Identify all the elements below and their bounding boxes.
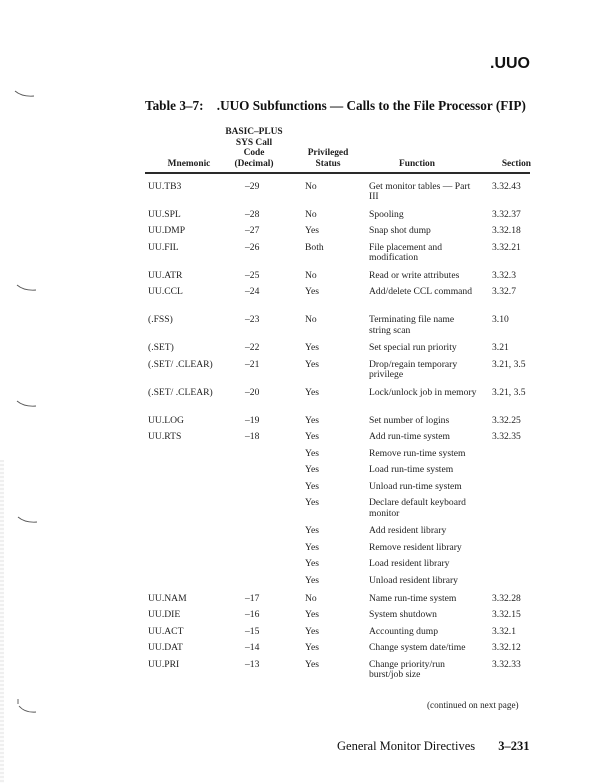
cell-function: Add/delete CCL command [369, 286, 473, 297]
col-header-code-line: (Decimal) [234, 158, 274, 169]
cell-function: Change priority/run burst/job size [369, 658, 445, 680]
table-row [145, 287, 530, 315]
cell-privileged: Yes [305, 480, 319, 492]
cell-privileged: No [305, 314, 317, 325]
running-head: .UUO [490, 55, 530, 72]
cell-privileged: Yes [305, 658, 319, 670]
cell-section: 3.32.37 [492, 208, 521, 220]
col-header-code-line: BASIC–PLUS [225, 127, 283, 137]
cell-function: Add resident library [369, 525, 447, 536]
cell-function: Terminating file name string scan [369, 314, 455, 336]
cell-section: 3.32.15 [492, 609, 521, 620]
cell-function: Read or write attributes [369, 269, 460, 281]
page-footer [337, 739, 530, 754]
cell-code: –22 [245, 342, 260, 353]
table-row [145, 315, 530, 343]
cell-section: 3.21, 3.5 [492, 386, 526, 398]
cell-privileged: Yes [305, 225, 319, 236]
cell-mnemonic: UU.SPL [148, 208, 181, 220]
table-row [145, 576, 530, 594]
col-header-section: Section [501, 158, 531, 169]
cell-code: –16 [245, 609, 260, 620]
cell-code: –28 [245, 208, 260, 220]
cell-mnemonic: UU.CCL [148, 286, 183, 297]
header-rule [145, 172, 530, 174]
cell-privileged: Yes [305, 358, 319, 370]
cell-mnemonic: (.FSS) [148, 314, 173, 325]
cell-mnemonic: UU.LOG [148, 414, 184, 426]
cell-section: 3.32.12 [492, 642, 521, 653]
cell-section: 3.32.25 [492, 414, 521, 426]
cell-section: 3.32.7 [492, 286, 516, 297]
cell-privileged: No [305, 208, 317, 220]
cell-privileged: Yes [305, 609, 319, 620]
cell-section: 3.32.1 [492, 625, 516, 637]
col-header-privileged [293, 148, 363, 169]
cell-code: –29 [245, 180, 260, 192]
cell-mnemonic: (.SET/ .CLEAR) [148, 386, 213, 398]
table-row [145, 388, 530, 416]
cell-function: Set number of logins [369, 414, 450, 426]
cell-privileged: Yes [305, 525, 319, 536]
cell-mnemonic: (.SET/ .CLEAR) [148, 358, 213, 370]
table-body [145, 182, 530, 688]
cell-function: Get monitor tables — Part III [369, 180, 471, 202]
cell-mnemonic: (.SET) [148, 342, 174, 353]
margin-mark [14, 90, 36, 98]
col-header-code-line: SYS Call [235, 137, 273, 148]
cell-function: Drop/regain temporary privilege [369, 358, 458, 380]
cell-function: Remove resident library [369, 541, 462, 553]
margin-mark [16, 400, 38, 408]
cell-code: –21 [245, 358, 260, 370]
table-row [145, 660, 530, 688]
cell-code: –26 [245, 241, 260, 253]
cell-code: –24 [245, 286, 260, 297]
cell-section: 3.21 [492, 342, 509, 353]
uuo-subfunctions-table [145, 122, 530, 688]
table-row [145, 559, 530, 576]
cell-section: 3.32.18 [492, 225, 521, 236]
col-header-priv-line: Privileged [307, 148, 349, 158]
table-row [145, 226, 530, 243]
cell-code: –15 [245, 625, 260, 637]
margin-mark [16, 284, 38, 292]
footer-chapter-title: General Monitor Directives [337, 739, 476, 753]
cell-mnemonic: UU.PRI [148, 658, 180, 670]
table-row [145, 182, 530, 210]
cell-section: 3.32.43 [492, 180, 521, 192]
continued-note: (continued on next page) [427, 700, 519, 710]
table-row [145, 498, 530, 526]
cell-mnemonic: UU.DAT [148, 642, 183, 653]
page-binding-edge [0, 460, 4, 783]
cell-mnemonic: UU.TB3 [148, 180, 182, 192]
cell-code: –27 [245, 225, 260, 236]
col-header-priv-line: Status [315, 158, 341, 169]
cell-function: Lock/unlock job in memory [369, 386, 477, 398]
table-title [145, 98, 526, 114]
cell-privileged: Yes [305, 464, 319, 475]
cell-code: –17 [245, 592, 260, 604]
cell-mnemonic: UU.DMP [148, 225, 186, 236]
cell-section: 3.32.21 [492, 241, 521, 253]
table-row [145, 465, 530, 482]
cell-mnemonic: UU.NAM [148, 592, 187, 604]
col-header-code-line: Code [243, 148, 265, 158]
table-header [145, 122, 530, 172]
cell-privileged: Yes [305, 414, 319, 426]
cell-mnemonic: UU.RTS [148, 431, 182, 442]
cell-privileged: Yes [305, 431, 319, 442]
cell-code: –18 [245, 431, 260, 442]
cell-function: Add run-time system [369, 431, 451, 442]
cell-privileged: Yes [305, 625, 319, 637]
cell-code: –14 [245, 642, 260, 653]
table-caption: .UUO Subfunctions — Calls to the File Processor (FIP) [216, 98, 526, 113]
table-row [145, 360, 530, 388]
cell-function: Unload resident library [369, 574, 458, 586]
cell-mnemonic: UU.DIE [148, 609, 181, 620]
cell-code: –20 [245, 386, 260, 398]
cell-section: 3.32.3 [492, 269, 516, 281]
cell-function: Load run-time system [369, 464, 454, 475]
table-row [145, 432, 530, 449]
cell-privileged: No [305, 180, 317, 192]
cell-function: Set special run priority [369, 342, 457, 353]
cell-function: Change system date/time [369, 642, 466, 653]
cell-code: –23 [245, 314, 260, 325]
cell-privileged: Yes [305, 447, 319, 459]
cell-privileged: Yes [305, 386, 319, 398]
table-row [145, 627, 530, 644]
cell-function: Spooling [369, 208, 404, 220]
cell-function: Remove run-time system [369, 447, 466, 459]
table-row [145, 343, 530, 360]
table-row [145, 243, 530, 271]
page-number: 3–231 [498, 739, 530, 753]
table-number: Table 3–7: [145, 98, 204, 113]
cell-privileged: Yes [305, 574, 319, 586]
cell-privileged: Yes [305, 342, 319, 353]
margin-mark [16, 698, 38, 716]
cell-function: Name run-time system [369, 592, 457, 604]
table-row [145, 643, 530, 660]
cell-function: File placement and modification [369, 241, 442, 263]
margin-mark [17, 516, 39, 524]
cell-code: –19 [245, 414, 260, 426]
table-row [145, 610, 530, 627]
cell-section: 3.32.28 [492, 592, 521, 604]
col-header-function: Function [399, 158, 435, 169]
table-row [145, 594, 530, 611]
cell-privileged: Yes [305, 497, 319, 508]
table-row [145, 210, 530, 227]
table-row [145, 526, 530, 543]
cell-function: Unload run-time system [369, 480, 462, 492]
table-row [145, 482, 530, 499]
cell-function: Accounting dump [369, 625, 439, 637]
cell-section: 3.21, 3.5 [492, 358, 526, 370]
cell-function: System shutdown [369, 609, 437, 620]
cell-privileged: No [305, 592, 317, 604]
cell-mnemonic: UU.ACT [148, 625, 184, 637]
cell-section: 3.32.33 [492, 658, 521, 670]
cell-section: 3.10 [492, 314, 509, 325]
table-row [145, 449, 530, 466]
cell-mnemonic: UU.FIL [148, 241, 179, 253]
cell-mnemonic: UU.ATR [148, 269, 183, 281]
cell-code: –13 [245, 658, 260, 670]
cell-privileged: Yes [305, 541, 319, 553]
table-row [145, 271, 530, 288]
table-row [145, 543, 530, 560]
cell-function: Declare default keyboard monitor [369, 497, 466, 519]
cell-function: Snap shot dump [369, 225, 431, 236]
cell-privileged: No [305, 269, 317, 281]
cell-privileged: Yes [305, 642, 319, 653]
cell-section: 3.32.35 [492, 431, 521, 442]
col-header-mnemonic: Mnemonic [167, 158, 211, 169]
table-row [145, 416, 530, 433]
cell-function: Load resident library [369, 558, 450, 569]
cell-privileged: Yes [305, 286, 319, 297]
cell-privileged: Yes [305, 558, 319, 569]
cell-privileged: Both [305, 241, 324, 253]
col-header-code [223, 127, 285, 169]
cell-code: –25 [245, 269, 260, 281]
